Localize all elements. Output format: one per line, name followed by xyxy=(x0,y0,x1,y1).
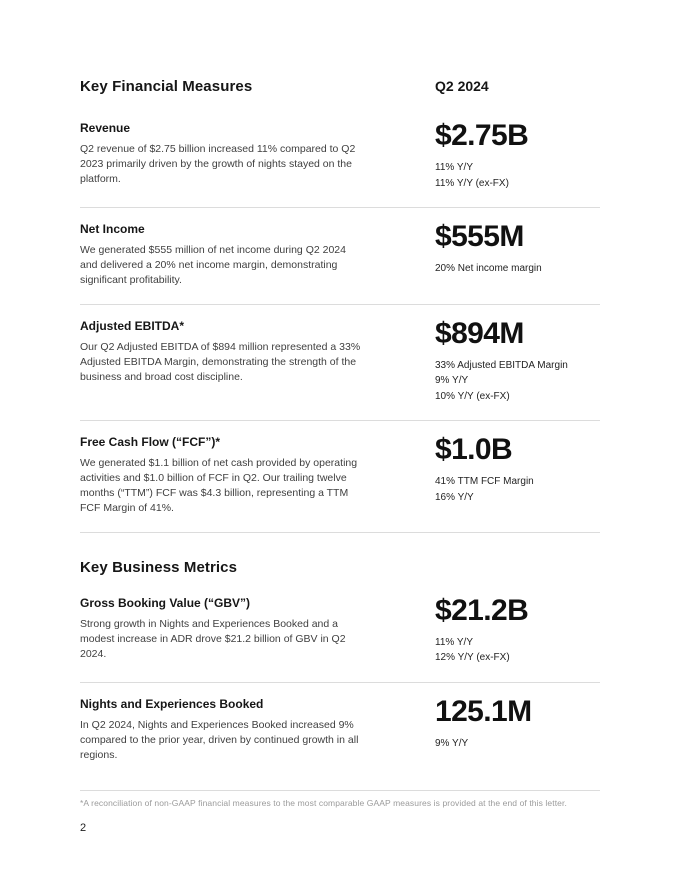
revenue-stat: 11% Y/Y xyxy=(435,162,473,173)
revenue-value-block xyxy=(435,121,600,191)
nights-value-block xyxy=(435,694,600,752)
gbv-label: Gross Booking Value (“GBV”) xyxy=(80,595,251,610)
business-metrics-header xyxy=(80,559,600,576)
adjusted-ebitda-text-block xyxy=(80,319,435,385)
net-income-description: We generated $555 million of net income during Q2 2024 and delivered a 20% net income margin, demonstrating significant profitability. xyxy=(80,244,346,286)
revenue-description: Q2 revenue of $2.75 billion increased 11% compared to Q2 2023 primarily driven by the growth of nights stayed on the platform. xyxy=(80,143,356,185)
gbv-value: $21.2B xyxy=(435,593,529,627)
net-income-text-block xyxy=(80,222,435,288)
gbv-stats xyxy=(435,635,600,666)
free-cash-flow-stats xyxy=(435,474,600,505)
column-header-q2-2024: Q2 2024 xyxy=(435,78,489,94)
free-cash-flow-description: We generated $1.1 billion of net cash provided by operating activities and $1.0 billion of FCF in Q2. Our trailing twelve months (“TTM”) FCF was $4.3 billion, representing a TTM FCF Margin of 41%. xyxy=(80,457,358,514)
free-cash-flow-value-block xyxy=(435,435,600,505)
section-title-financial-measures: Key Financial Measures xyxy=(80,78,253,95)
adjusted-ebitda-value: $894M xyxy=(435,316,524,350)
adjusted-ebitda-stat: 10% Y/Y (ex-FX) xyxy=(435,390,510,402)
free-cash-flow-label: Free Cash Flow (“FCF”)* xyxy=(80,435,221,450)
revenue-value: $2.75B xyxy=(435,119,529,152)
adjusted-ebitda-stat: 9% Y/Y xyxy=(435,375,469,387)
row-gross-booking-value xyxy=(80,582,600,683)
net-income-stat: 20% Net income margin xyxy=(435,263,542,274)
free-cash-flow-text-block xyxy=(80,435,435,516)
nights-stat: 9% Y/Y xyxy=(435,737,469,749)
revenue-stats xyxy=(435,160,600,191)
nights-text-block xyxy=(80,697,435,763)
revenue-stat: 11% Y/Y (ex-FX) xyxy=(435,177,509,189)
free-cash-flow-value: $1.0B xyxy=(435,433,513,467)
adjusted-ebitda-value-block xyxy=(435,316,600,405)
net-income-value: $555M xyxy=(435,220,524,253)
net-income-stats xyxy=(435,261,600,277)
adjusted-ebitda-stat: 33% Adjusted EBITDA Margin xyxy=(435,359,568,371)
row-free-cash-flow xyxy=(80,421,600,533)
nights-value: 125.1M xyxy=(435,694,532,728)
row-adjusted-ebitda xyxy=(80,305,600,422)
adjusted-ebitda-stats xyxy=(435,358,600,405)
free-cash-flow-stat: 41% TTM FCF Margin xyxy=(435,476,534,488)
gbv-description: Strong growth in Nights and Experiences Booked and a modest increase in ADR drove $21.2 billion of GBV in Q2 2024. xyxy=(80,617,346,660)
footnote: *A reconciliation of non-GAAP financial measures to the most comparable GAAP measures is provided at the end of this letter. xyxy=(80,790,600,808)
gbv-stat: 11% Y/Y xyxy=(435,636,473,648)
section-title-business-metrics: Key Business Metrics xyxy=(80,558,238,576)
nights-description: In Q2 2024, Nights and Experiences Booked increased 9% compared to the prior year, driven by continued growth in all regions. xyxy=(80,718,359,761)
financial-measures-header xyxy=(80,78,600,95)
free-cash-flow-stat: 16% Y/Y xyxy=(435,491,474,503)
gbv-text-block xyxy=(80,596,435,662)
page-content xyxy=(80,78,600,779)
net-income-value-block xyxy=(435,222,600,277)
nights-stats xyxy=(435,736,600,752)
revenue-text-block xyxy=(80,121,435,187)
row-revenue xyxy=(80,107,600,208)
adjusted-ebitda-description: Our Q2 Adjusted EBITDA of $894 million represented a 33% Adjusted EBITDA Margin, demonstrating the strength of the business and broad cost discipline. xyxy=(80,340,361,383)
row-net-income xyxy=(80,208,600,305)
net-income-label: Net Income xyxy=(80,222,145,236)
nights-label: Nights and Experiences Booked xyxy=(80,696,264,711)
page-number: 2 xyxy=(80,822,87,834)
adjusted-ebitda-label: Adjusted EBITDA* xyxy=(80,318,185,333)
row-nights-experiences xyxy=(80,683,600,779)
gbv-value-block xyxy=(435,593,600,666)
revenue-label: Revenue xyxy=(80,121,131,135)
gbv-stat: 12% Y/Y (ex-FX) xyxy=(435,652,510,664)
